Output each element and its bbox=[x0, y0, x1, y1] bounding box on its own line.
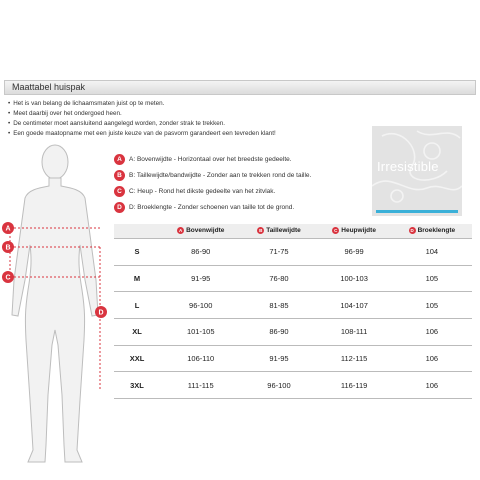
table-header bbox=[392, 224, 472, 239]
table-row bbox=[114, 265, 472, 292]
brand-accent-line bbox=[376, 210, 458, 213]
table-cell: 104 bbox=[392, 239, 472, 266]
marker-a: A bbox=[5, 225, 11, 233]
size-label: S bbox=[114, 239, 160, 266]
marker-d: D bbox=[98, 309, 104, 317]
marker-b-group bbox=[2, 241, 14, 253]
size-label: 3XL bbox=[114, 372, 160, 399]
figure-torso bbox=[12, 178, 98, 462]
size-label: XL bbox=[114, 319, 160, 346]
header-label: Bovenwijdte bbox=[186, 227, 225, 235]
instruction-item: • Meet daarbij over het ondergoed heen. bbox=[8, 109, 276, 119]
table-cell: 71-75 bbox=[241, 239, 316, 266]
marker-b: B bbox=[5, 244, 11, 252]
header-bar bbox=[4, 80, 476, 95]
instruction-item: • Het is van belang de lichaamsmaten juist op te meten. bbox=[8, 99, 276, 109]
table-cell: 106 bbox=[392, 372, 472, 399]
marker-a-group bbox=[2, 222, 14, 234]
instruction-item: • Een goede maatopname met een juiste keuze van de pasvorm garandeert een tevreden klant! bbox=[8, 129, 276, 139]
table-cell: 108-111 bbox=[317, 319, 392, 346]
table-cell: 101-105 bbox=[160, 319, 241, 346]
legend-item bbox=[114, 202, 294, 213]
table-cell: 76-80 bbox=[241, 265, 316, 292]
size-table bbox=[114, 224, 472, 399]
table-cell: 104-107 bbox=[317, 292, 392, 319]
legend-text: D: Broeklengte - Zonder schoenen van taille tot de grond. bbox=[129, 204, 295, 211]
table-cell: 105 bbox=[392, 292, 472, 319]
table-cell: 116-119 bbox=[317, 372, 392, 399]
legend-text: B: Taillewijdte/bandwijdte - Zonder aan te trekken rond de taille. bbox=[129, 172, 312, 179]
table-cell: 106-110 bbox=[160, 345, 241, 372]
legend-marker: C bbox=[114, 186, 125, 197]
legend-marker: D bbox=[114, 202, 125, 213]
body-figure bbox=[0, 140, 110, 470]
table-cell: 81-85 bbox=[241, 292, 316, 319]
table-cell: 91-95 bbox=[160, 265, 241, 292]
size-label: XXL bbox=[114, 345, 160, 372]
table-row bbox=[114, 345, 472, 372]
instruction-list bbox=[8, 99, 276, 139]
table-header bbox=[317, 224, 392, 239]
header-marker: D bbox=[410, 228, 414, 234]
instruction-item: • De centimeter moet aansluitend aangelegd worden, zonder strak te trekken. bbox=[8, 119, 276, 129]
table-cell: 86-90 bbox=[241, 319, 316, 346]
header-label: Broeklengte bbox=[417, 227, 456, 235]
legend-item bbox=[114, 170, 311, 181]
table-row bbox=[114, 292, 472, 319]
table-row bbox=[114, 319, 472, 346]
marker-d-group bbox=[95, 306, 107, 318]
table-row bbox=[114, 239, 472, 266]
brand-logo bbox=[372, 126, 462, 216]
legend-marker: B bbox=[114, 170, 125, 181]
table-cell: 100-103 bbox=[317, 265, 392, 292]
header-marker: C bbox=[334, 228, 338, 234]
header-marker: A bbox=[178, 228, 183, 234]
marker-c-group bbox=[2, 271, 14, 283]
header-label: Heupwijdte bbox=[341, 227, 376, 235]
table-cell: 91-95 bbox=[241, 345, 316, 372]
table-cell: 96-99 bbox=[317, 239, 392, 266]
figure-head bbox=[42, 145, 68, 179]
legend-marker: A bbox=[114, 154, 125, 165]
legend-item bbox=[114, 154, 292, 165]
legend-text: C: Heup - Rond het dikste gedeelte van het zitvlak. bbox=[129, 188, 276, 195]
size-label: M bbox=[114, 265, 160, 292]
table-cell: 106 bbox=[392, 319, 472, 346]
header-marker: B bbox=[259, 228, 263, 234]
table-cell: 96-100 bbox=[241, 372, 316, 399]
table-header-size bbox=[114, 224, 160, 239]
table-cell: 106 bbox=[392, 345, 472, 372]
table-header bbox=[160, 224, 241, 239]
page-title: Maattabel huispak bbox=[12, 82, 86, 92]
header-label: Taillewijdte bbox=[266, 227, 301, 235]
marker-c: C bbox=[5, 274, 11, 282]
legend-text: A: Bovenwijdte - Horizontaal over het breedste gedeelte. bbox=[129, 156, 292, 163]
table-header bbox=[241, 224, 316, 239]
brand-name: Irresistible bbox=[377, 159, 439, 174]
size-label: L bbox=[114, 292, 160, 319]
table-cell: 96-100 bbox=[160, 292, 241, 319]
table-cell: 112-115 bbox=[317, 345, 392, 372]
table-row bbox=[114, 372, 472, 399]
table-cell: 86-90 bbox=[160, 239, 241, 266]
legend-item bbox=[114, 186, 275, 197]
table-cell: 105 bbox=[392, 265, 472, 292]
table-header-row bbox=[114, 224, 472, 239]
table-cell: 111-115 bbox=[160, 372, 241, 399]
